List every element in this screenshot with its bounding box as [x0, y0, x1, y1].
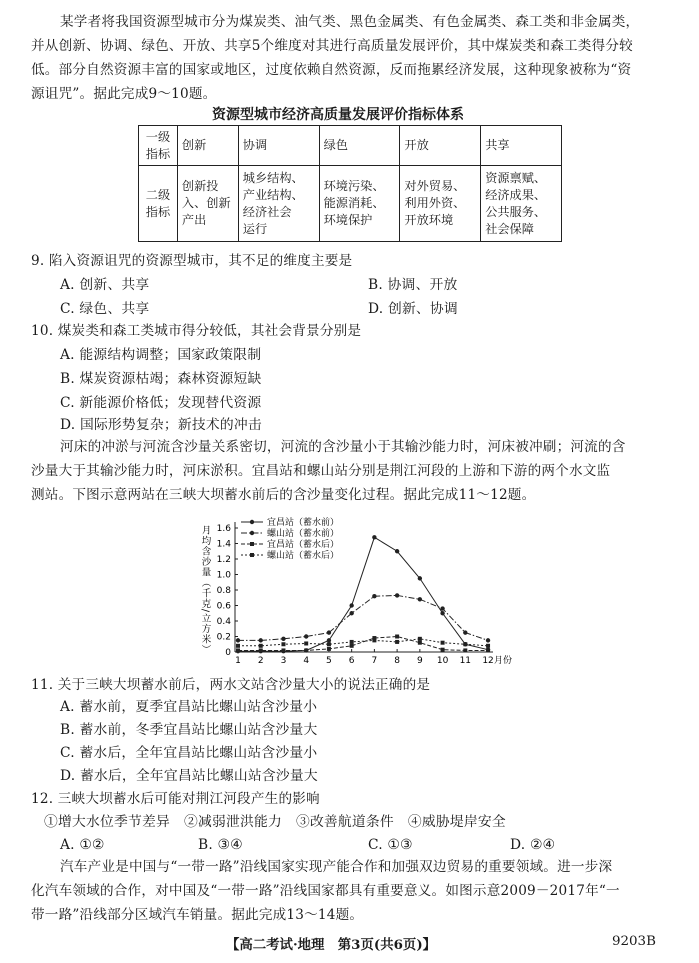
cell-line: 创新投: [181, 179, 219, 193]
intro1-line4: 源诅咒”。据此完成9～10题。: [31, 86, 217, 102]
data-point: [349, 603, 353, 607]
y-tick-label: 0.4: [216, 617, 231, 627]
cell-line: 环境保护: [323, 213, 373, 227]
data-point: [236, 648, 240, 652]
data-point: [304, 641, 308, 645]
cell-line: 城乡结构、: [242, 170, 304, 185]
q9-option-c: C. 绿色、共享: [60, 301, 150, 317]
y-tick-label: 0.2: [216, 632, 231, 643]
cell-line: 资源禀赋、: [485, 170, 547, 185]
data-point: [418, 637, 422, 641]
data-point: [259, 644, 263, 648]
q11-option-c: C. 蓄水后，全年宜昌站比螺山站含沙量小: [60, 745, 318, 761]
table-cell: [319, 166, 400, 242]
legend-marker: [250, 542, 254, 546]
x-tick-label: 9: [416, 656, 423, 666]
legend-label: 螺山站（蓄水后）: [267, 551, 340, 561]
x-axis-suffix: 月份: [494, 656, 513, 666]
data-point: [418, 597, 422, 601]
data-point: [281, 648, 285, 652]
data-point: [327, 638, 331, 642]
table-cell: 绿色: [319, 126, 400, 166]
header-text: 一级: [145, 129, 171, 144]
data-point: [395, 593, 399, 597]
x-tick-label: 1: [235, 656, 241, 666]
q9-stem: 9. 陷入资源诅咒的资源型城市，其不足的维度主要是: [31, 253, 353, 269]
table-cell: 协调: [238, 126, 319, 166]
data-point: [304, 634, 308, 638]
cell-line: 经济社会: [242, 204, 292, 219]
legend-label: 宜昌站（蓄水前）: [267, 518, 340, 528]
data-point: [486, 638, 490, 642]
data-point: [327, 630, 331, 634]
series-line: [238, 595, 488, 640]
table-header-level2: [139, 166, 178, 242]
table-cell: [177, 166, 238, 242]
legend-marker: [250, 553, 254, 557]
cell-line: 产业结构、: [242, 187, 304, 202]
data-point: [259, 648, 263, 652]
data-point: [304, 648, 308, 652]
data-point: [350, 640, 354, 644]
y-tick-label: 0.6: [216, 601, 231, 612]
q10-option-c: C. 新能源价格低；发现替代资源: [60, 395, 262, 411]
data-point: [372, 594, 376, 598]
header-text: 指标: [145, 204, 171, 219]
data-point: [441, 648, 445, 652]
cell-line: 对外贸易、: [404, 179, 466, 193]
cell-line: 产出: [181, 213, 207, 227]
data-point: [418, 641, 422, 645]
q10-stem: 10. 煤炭类和森工类城市得分较低，其社会背景分别是: [31, 323, 362, 339]
data-point: [395, 635, 399, 639]
y-tick-label: 0.8: [216, 586, 231, 596]
data-point: [236, 644, 240, 648]
data-point: [372, 535, 376, 539]
data-point: [372, 638, 376, 642]
data-point: [327, 647, 331, 651]
data-point: [350, 644, 354, 648]
cell-line: 公共服务、: [485, 204, 547, 219]
q11-option-d: D. 蓄水后，全年宜昌站比螺山站含沙量大: [60, 768, 318, 784]
intro2-line1: 河床的冲淤与河流含沙量关系密切，河流的含沙量小于其输沙能力时，河床被冲刷；河流的含: [60, 439, 626, 455]
q12-option-a: A. ①②: [60, 837, 105, 853]
q11-stem: 11. 关于三峡大坝蓄水前后，两水文站含沙量大小的说法正确的是: [31, 677, 431, 693]
data-point: [281, 637, 285, 641]
x-tick-label: 2: [257, 656, 264, 666]
table-row: [139, 166, 562, 242]
y-tick-label: 1.0: [216, 570, 231, 581]
q9-option-a: A. 创新、共享: [60, 277, 150, 293]
x-tick-label: 11: [459, 656, 472, 666]
data-point: [349, 611, 353, 615]
q10-option-d: D. 国际形势复杂；新技术的冲击: [60, 417, 262, 433]
y-tick-label: 1.2: [216, 555, 231, 565]
intro3-line2: 化汽车领域的合作，对中国及“一带一路”沿线国家都具有重要意义。如图示意2009－2017年“一: [31, 883, 620, 899]
exam-code: 9203B: [612, 934, 656, 949]
data-point: [395, 549, 399, 553]
x-tick-label: 7: [371, 656, 378, 666]
table-cell: 共享: [481, 126, 562, 166]
table-title: 资源型城市经济高质量发展评价指标体系: [212, 107, 464, 123]
y-tick-label: 0: [225, 648, 231, 658]
index-table: [138, 125, 562, 242]
q10-option-a: A. 能源结构调整；国家政策限制: [60, 347, 262, 363]
q11-option-b: B. 蓄水前，冬季宜昌站比螺山站含沙量大: [60, 722, 318, 738]
legend-marker: [250, 520, 254, 524]
data-point: [440, 606, 444, 610]
cell-line: 社会保障: [485, 221, 534, 236]
legend-label: 宜昌站（蓄水后）: [267, 540, 340, 550]
table-cell: 开放: [400, 126, 481, 166]
data-point: [440, 611, 444, 615]
y-tick-label: 1.6: [216, 524, 231, 534]
q12-option-c: C. ①③: [368, 837, 413, 853]
cell-line: 能源消耗、: [323, 196, 385, 210]
table-cell: [400, 166, 481, 242]
x-tick-label: 6: [348, 656, 355, 666]
cell-line: 环境污染、: [323, 179, 385, 193]
page-footer: 【高二考试·地理 第3页(共6页)】: [226, 937, 437, 953]
x-tick-label: 10: [436, 656, 449, 666]
x-tick-label: 3: [280, 656, 287, 666]
intro1-line1: 某学者将我国资源型城市分为煤炭类、油气类、黑色金属类、有色金属类、森工类和非金属类，: [60, 14, 640, 30]
data-point: [441, 641, 445, 645]
header-text: 指标: [145, 146, 171, 161]
cell-line: 利用外资、: [404, 196, 466, 210]
data-point: [418, 576, 422, 580]
q12-stem: 12. 三峡大坝蓄水后可能对荆江河段产生的影响: [31, 791, 320, 807]
cell-line: 运行: [242, 221, 268, 236]
intro3-line3: 带一路”沿线部分区域汽车销量。据此完成13～14题。: [31, 907, 364, 923]
x-tick-label: 5: [326, 656, 332, 666]
table-row: [139, 126, 562, 166]
intro3-line1: 汽车产业是中国与“一带一路”沿线国家实现产能合作和加强双边贸易的重要领域。进一步深: [60, 859, 613, 875]
cell-line: 经济成果、: [485, 187, 547, 202]
q9-option-d: D. 创新、协调: [368, 301, 458, 317]
data-point: [463, 642, 467, 646]
data-point: [463, 630, 467, 634]
series-line: [238, 639, 488, 646]
data-point: [327, 642, 331, 646]
intro2-line3: 测站。下图示意两站在三峡大坝蓄水前后的含沙量变化过程。据此完成11～12题。: [31, 487, 536, 503]
q10-option-b: B. 煤炭资源枯竭；森林资源短缺: [60, 371, 262, 387]
q12-items: ①增大水位季节差异 ②减弱泄洪能力 ③改善航道条件 ④威胁堤岸安全: [44, 814, 506, 830]
cell-line: 入、创新: [181, 196, 231, 210]
legend-label: 螺山站（蓄水前）: [267, 529, 340, 539]
x-tick-label: 8: [394, 656, 400, 666]
data-point: [236, 638, 240, 642]
intro2-line2: 沙量大于其输沙能力时，河床淤积。宜昌站和螺山站分别是荆江河段的上游和下游的两个水文监: [31, 463, 611, 479]
data-point: [486, 648, 490, 652]
data-point: [281, 642, 285, 646]
sediment-chart: [195, 510, 515, 670]
x-tick-label: 12: [482, 656, 494, 666]
header-text: 二级: [145, 187, 171, 202]
cell-line: 开放环境: [404, 213, 454, 227]
table-cell: [238, 166, 319, 242]
data-point: [259, 638, 263, 642]
x-tick-label: 4: [303, 656, 310, 666]
table-cell: 创新: [177, 126, 238, 166]
y-axis-label: 月均含沙量（千克/立方米）: [199, 524, 211, 656]
intro1-line2: 并从创新、协调、绿色、开放、共享5个维度对其进行高质量发展评价，其中煤炭类和森工类得分较: [31, 38, 633, 54]
data-point: [486, 644, 490, 648]
data-point: [395, 640, 399, 644]
intro1-line3: 低。部分自然资源丰富的国家或地区，过度依赖自然资源，反而拖累经济发展，这种现象被称为“资: [31, 62, 632, 78]
q9-option-b: B. 协调、开放: [368, 277, 458, 293]
legend-marker: [250, 531, 254, 535]
q11-option-a: A. 蓄水前，夏季宜昌站比螺山站含沙量小: [60, 699, 318, 715]
y-tick-label: 1.4: [216, 539, 231, 550]
q12-option-b: B. ③④: [198, 837, 243, 853]
table-cell: [481, 166, 562, 242]
table-header-level1: [139, 126, 178, 166]
q12-option-d: D. ②④: [510, 837, 556, 853]
data-point: [463, 648, 467, 652]
